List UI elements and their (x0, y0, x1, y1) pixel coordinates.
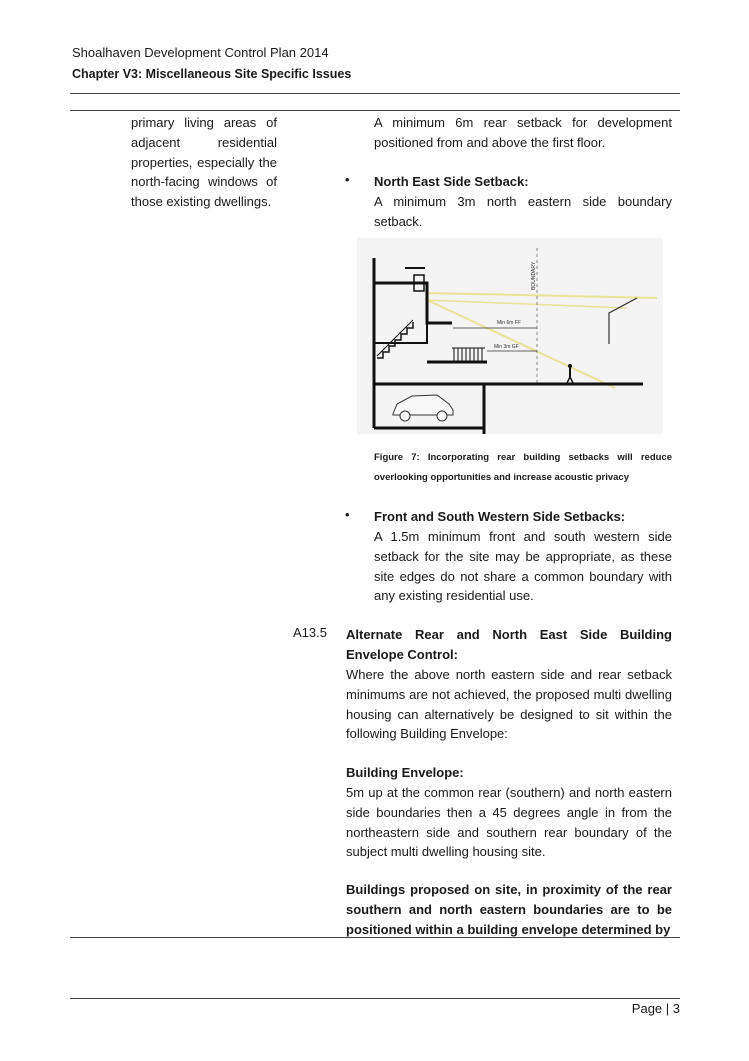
north-east-setback-text: A minimum 3m north eastern side boundary setback. (374, 194, 672, 229)
setback-diagram (357, 238, 663, 434)
table-bottom-border (70, 937, 680, 938)
min-gf-label: Min 3m GF (494, 344, 519, 350)
final-bold-text: Buildings proposed on site, in proximity of the rear southern and north eastern boundaries are to be positioned within a building envelope determined by (346, 882, 672, 937)
building-envelope-heading: Building Envelope: (346, 765, 464, 780)
boundary-label: BOUNDARY (531, 261, 537, 290)
bullet-marker: • (345, 507, 350, 522)
header-divider (70, 93, 680, 94)
min-ff-label: Min 6m FF (497, 320, 521, 326)
table-top-border (70, 110, 680, 111)
building-envelope-text: 5m up at the common rear (southern) and north eastern side boundaries then a 45 degrees angle in from the northeastern side and southern rear boundary of the subject multi dwelling housing site. (346, 785, 672, 860)
chapter-title: Chapter V3: Miscellaneous Site Specific Issues (72, 67, 352, 81)
page-number: Page | 3 (631, 1001, 680, 1016)
a13-5-heading: Alternate Rear and North East Side Building Envelope Control: (346, 627, 672, 662)
clause-ref-a13-5: A13.5 (293, 625, 327, 640)
a13-5-text: Where the above north eastern side and rear setback minimums are not achieved, the proposed multi dwelling housing can alternatively be designed to sit within the following Building Envelope: (346, 667, 672, 742)
document-title: Shoalhaven Development Control Plan 2014 (72, 45, 329, 60)
bullet-marker: • (345, 172, 350, 187)
left-column-text: primary living areas of adjacent residential properties, especially the north-facing windows of those existing dwellings. (131, 115, 277, 210)
footer-divider (70, 998, 680, 999)
front-sw-setback-heading: Front and South Western Side Setbacks: (374, 509, 626, 524)
rear-setback-text: A minimum 6m rear setback for development positioned from and above the first floor. (374, 115, 672, 150)
figure-caption: Figure 7: Incorporating rear building setbacks will reduce overlooking opportunities and increase acoustic privacy (374, 452, 672, 483)
north-east-setback-heading: North East Side Setback: (374, 174, 529, 189)
front-sw-setback-text: A 1.5m minimum front and south western side setback for the site may be appropriate, as these site edges do not share a common boundary with any existing residential use. (374, 529, 672, 604)
